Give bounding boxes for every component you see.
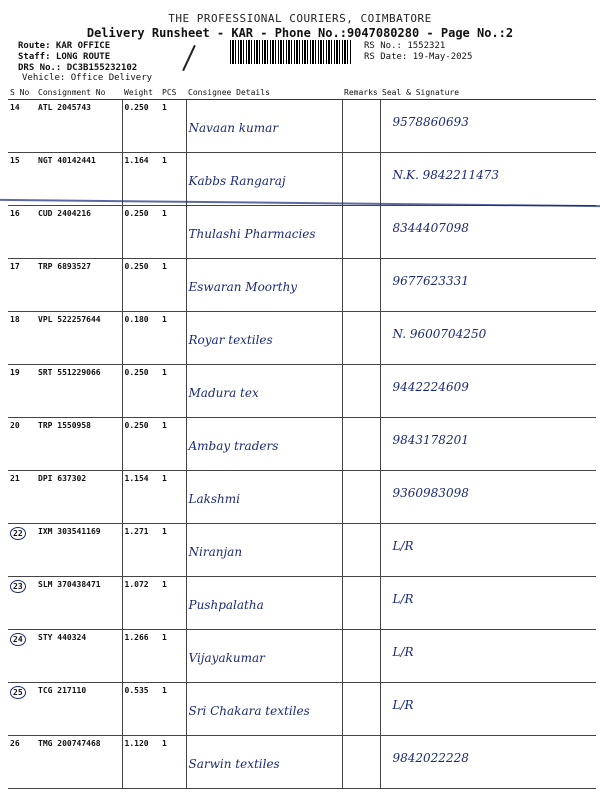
- row-sno: 20: [8, 418, 36, 471]
- row-sno: 19: [8, 365, 36, 418]
- row-signature: [380, 736, 596, 789]
- consignee-handwriting: Sri Chakara textiles: [188, 704, 310, 718]
- table-row: [8, 524, 596, 577]
- consignee-handwriting: Pushpalatha: [188, 598, 264, 612]
- row-remarks: [342, 630, 380, 683]
- row-consignment-no: TCG 217110: [36, 683, 122, 736]
- col-consignment: Consignment No: [36, 86, 122, 100]
- row-pcs: 1: [160, 259, 186, 312]
- row-pcs: 1: [160, 100, 186, 153]
- row-pcs: 1: [160, 524, 186, 577]
- row-pcs: 1: [160, 683, 186, 736]
- signature-handwriting: N.K. 9842211473: [392, 168, 499, 182]
- col-seal-signature: Seal & Signature: [380, 86, 596, 100]
- row-remarks: [342, 153, 380, 206]
- row-pcs: 1: [160, 312, 186, 365]
- table-row: [8, 736, 596, 789]
- row-remarks: [342, 471, 380, 524]
- row-signature: [380, 153, 596, 206]
- row-weight: 0.250: [122, 100, 160, 153]
- row-weight: 1.271: [122, 524, 160, 577]
- row-consignee: [186, 365, 342, 418]
- vehicle-label: Vehicle: Office Delivery: [22, 73, 153, 83]
- table-row: [8, 312, 596, 365]
- col-pcs: PCS: [160, 86, 186, 100]
- row-weight: 0.535: [122, 683, 160, 736]
- signature-handwriting: 9578860693: [392, 115, 469, 129]
- row-weight: 0.250: [122, 365, 160, 418]
- row-signature: [380, 418, 596, 471]
- row-signature: [380, 206, 596, 259]
- row-consignee: [186, 206, 342, 259]
- consignee-handwriting: Navaan kumar: [188, 121, 279, 135]
- row-weight: 1.072: [122, 577, 160, 630]
- row-sno: 21: [8, 471, 36, 524]
- row-weight: 0.250: [122, 259, 160, 312]
- row-pcs: 1: [160, 418, 186, 471]
- row-consignee: [186, 153, 342, 206]
- signature-handwriting: 9360983098: [392, 486, 469, 500]
- row-consignment-no: TRP 1550958: [36, 418, 122, 471]
- row-weight: 1.154: [122, 471, 160, 524]
- row-consignment-no: NGT 40142441: [36, 153, 122, 206]
- signature-handwriting: 8344407098: [392, 221, 469, 235]
- row-consignment-no: VPL 522257644: [36, 312, 122, 365]
- row-remarks: [342, 100, 380, 153]
- consignee-handwriting: Sarwin textiles: [188, 757, 280, 771]
- row-sno: 17: [8, 259, 36, 312]
- row-sno: 16: [8, 206, 36, 259]
- row-consignee: [186, 100, 342, 153]
- row-consignee: [186, 418, 342, 471]
- barcode: [230, 40, 352, 64]
- row-weight: 1.120: [122, 736, 160, 789]
- row-pcs: 1: [160, 736, 186, 789]
- row-signature: [380, 577, 596, 630]
- row-consignment-no: TMG 200747468: [36, 736, 122, 789]
- row-sno: 14: [8, 100, 36, 153]
- runsheet-title: Delivery Runsheet - KAR - Phone No.:9047080280 - Page No.:2: [86, 26, 514, 40]
- row-remarks: [342, 683, 380, 736]
- table-row: [8, 418, 596, 471]
- row-signature: [380, 471, 596, 524]
- table-row: [8, 577, 596, 630]
- row-consignment-no: SRT 551229066: [36, 365, 122, 418]
- pen-stroke-mark: [182, 45, 196, 71]
- table-row: [8, 259, 596, 312]
- rs-number: RS No.: 1552321: [364, 41, 446, 51]
- consignee-handwriting: Niranjan: [188, 545, 243, 559]
- row-consignee: [186, 630, 342, 683]
- row-signature: [380, 683, 596, 736]
- table-row: [8, 365, 596, 418]
- signature-handwriting: L/R: [392, 698, 414, 712]
- consignee-handwriting: Madura tex: [188, 386, 259, 400]
- row-weight: 0.250: [122, 418, 160, 471]
- table-header-row: [8, 86, 596, 100]
- col-sno: S No: [8, 86, 36, 100]
- col-remarks: Remarks: [342, 86, 380, 100]
- row-weight: 1.266: [122, 630, 160, 683]
- col-consignee: Consignee Details: [186, 86, 342, 100]
- col-weight: Weight: [122, 86, 160, 100]
- consignee-handwriting: Lakshmi: [188, 492, 240, 506]
- table-row: [8, 206, 596, 259]
- row-pcs: 1: [160, 365, 186, 418]
- table-row: [8, 153, 596, 206]
- row-consignment-no: CUD 2404216: [36, 206, 122, 259]
- row-signature: [380, 100, 596, 153]
- drs-number: DRS No.: DC3B155232102: [18, 63, 138, 73]
- signature-handwriting: 9843178201: [392, 433, 469, 447]
- row-pcs: 1: [160, 630, 186, 683]
- row-sno: 18: [8, 312, 36, 365]
- table-row: [8, 100, 596, 153]
- rs-date: RS Date: 19-May-2025: [364, 52, 473, 62]
- row-weight: 0.180: [122, 312, 160, 365]
- row-sno: 22: [8, 524, 36, 577]
- row-pcs: 1: [160, 206, 186, 259]
- row-consignee: [186, 524, 342, 577]
- runsheet-table: [8, 86, 596, 789]
- row-remarks: [342, 259, 380, 312]
- row-consignee: [186, 683, 342, 736]
- staff-label: Staff: LONG ROUTE: [18, 52, 111, 62]
- row-remarks: [342, 577, 380, 630]
- signature-handwriting: N. 9600704250: [392, 327, 487, 341]
- row-remarks: [342, 312, 380, 365]
- row-consignment-no: TRP 6893527: [36, 259, 122, 312]
- row-consignment-no: STY 440324: [36, 630, 122, 683]
- row-remarks: [342, 524, 380, 577]
- row-pcs: 1: [160, 153, 186, 206]
- row-signature: [380, 259, 596, 312]
- consignee-handwriting: Ambay traders: [188, 439, 279, 453]
- row-sno: 26: [8, 736, 36, 789]
- consignee-handwriting: Thulashi Pharmacies: [188, 227, 316, 241]
- row-consignee: [186, 577, 342, 630]
- row-consignee: [186, 736, 342, 789]
- row-signature: [380, 524, 596, 577]
- row-consignment-no: ATL 2045743: [36, 100, 122, 153]
- row-consignee: [186, 312, 342, 365]
- row-consignment-no: SLM 370438471: [36, 577, 122, 630]
- row-signature: [380, 312, 596, 365]
- row-consignee: [186, 259, 342, 312]
- consignee-handwriting: Vijayakumar: [188, 651, 265, 665]
- row-weight: 0.250: [122, 206, 160, 259]
- row-pcs: 1: [160, 471, 186, 524]
- row-remarks: [342, 736, 380, 789]
- row-consignment-no: DPI 637302: [36, 471, 122, 524]
- signature-handwriting: L/R: [392, 592, 414, 606]
- signature-handwriting: 9442224609: [392, 380, 469, 394]
- signature-handwriting: L/R: [392, 539, 414, 553]
- row-sno: 15: [8, 153, 36, 206]
- row-consignee: [186, 471, 342, 524]
- row-remarks: [342, 206, 380, 259]
- row-pcs: 1: [160, 577, 186, 630]
- consignee-handwriting: Royar textiles: [188, 333, 273, 347]
- row-sno: 24: [8, 630, 36, 683]
- signature-handwriting: 9842022228: [392, 751, 469, 765]
- row-sno: 25: [8, 683, 36, 736]
- signature-handwriting: 9677623331: [392, 274, 469, 288]
- row-signature: [380, 365, 596, 418]
- route-label: Route: KAR OFFICE: [18, 41, 111, 51]
- row-weight: 1.164: [122, 153, 160, 206]
- table-row: [8, 471, 596, 524]
- company-name: THE PROFESSIONAL COURIERS, COIMBATORE: [168, 12, 432, 25]
- row-remarks: [342, 418, 380, 471]
- table-row: [8, 630, 596, 683]
- consignee-handwriting: Kabbs Rangaraj: [188, 174, 286, 188]
- row-remarks: [342, 365, 380, 418]
- row-consignment-no: IXM 303541169: [36, 524, 122, 577]
- consignee-handwriting: Eswaran Moorthy: [188, 280, 298, 294]
- signature-handwriting: L/R: [392, 645, 414, 659]
- row-signature: [380, 630, 596, 683]
- row-sno: 23: [8, 577, 36, 630]
- table-row: [8, 683, 596, 736]
